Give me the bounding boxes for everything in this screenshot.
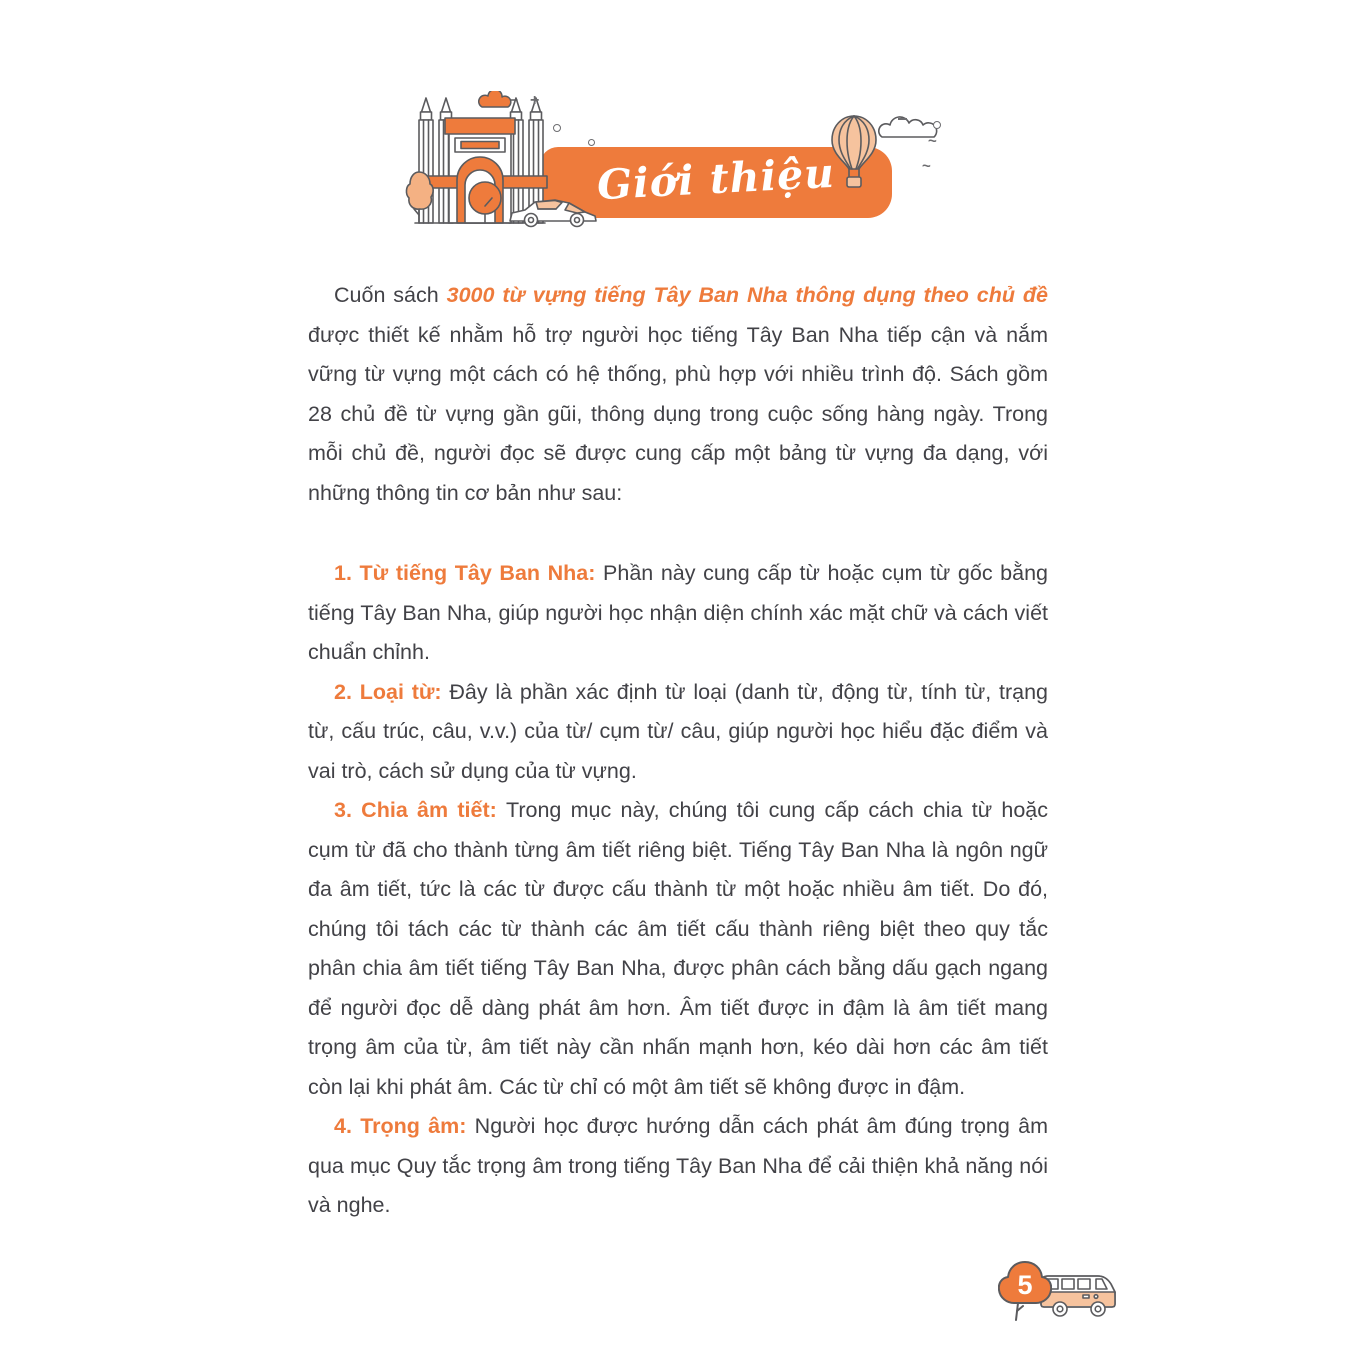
item-4-paragraph (308, 1107, 1048, 1226)
footer-art (998, 1258, 1123, 1324)
item-3-paragraph (308, 791, 1048, 1107)
page-number: 5 (1017, 1270, 1033, 1300)
accent-text-run: 3000 từ vựng tiếng Tây Ban Nha thông dụng theo chủ đề (446, 283, 1048, 307)
sparkle-tilde-icon: ~ (928, 133, 937, 150)
hot-air-balloon-icon (829, 114, 879, 190)
sparkle-plus-icon: + (530, 92, 540, 109)
sparkle-dot-icon (553, 124, 561, 132)
intro-paragraph (308, 276, 1048, 513)
text-run: Cuốn sách (334, 283, 447, 307)
sparkle-tilde-icon: ~ (922, 158, 931, 175)
small-cloud-icon (478, 91, 518, 111)
sparkle-dash-icon (898, 118, 907, 120)
accent-text-run: 1. Từ tiếng Tây Ban Nha: (334, 561, 604, 585)
text-run: Người học được hướng dẫn cách phát âm đúng trọng âm qua mục Quy tắc trọng âm trong tiếng Tây Ban Nha để cải thiện khả năng nói và nghe. (308, 1114, 1048, 1217)
item-2-paragraph (308, 673, 1048, 792)
car-icon (507, 185, 599, 229)
accent-text-run: 2. Loại từ: (334, 679, 450, 704)
text-run: được thiết kế nhằm hỗ trợ người học tiếng Tây Ban Nha tiếp cận và nắm vững từ vựng một cách có hệ thống, phù hợp với nhiều trình độ. Sách gồm 28 chủ đề từ vựng gần gũi, thông dụng trong cuộc sống hàng ngày. Trong mỗi chủ đề, người đọc sẽ được cung cấp một bảng từ vựng đa dạng, với những thông tin cơ bản như sau: (308, 322, 1048, 505)
sparkle-dot-icon (933, 121, 941, 129)
text-run: Trong mục này, chúng tôi cung cấp cách chia từ hoặc cụm từ đã cho thành từng âm tiết riêng biệt. Tiếng Tây Ban Nha là ngôn ngữ đa âm tiết, tức là các từ được cấu thành từ một hoặc nhiều âm tiết. Do đó, chúng tôi tách các từ thành các âm tiết cấu thành riêng biệt theo quy tắc phân chia âm tiết tiếng Tây Ban Nha, được phân cách bằng dấu gạch ngang để người đọc dễ dàng phát âm hơn. Âm tiết được in đậm là âm tiết mang trọng âm của từ, âm tiết này cần nhấn mạnh hơn, kéo dài hơn các âm tiết còn lại khi phát âm. Các từ chỉ có một âm tiết sẽ không được in đậm. (308, 798, 1048, 1099)
accent-text-run: 3. Chia âm tiết: (334, 798, 507, 822)
sparkle-dot-icon (588, 139, 595, 146)
text-run: Phần này cung cấp từ hoặc cụm từ gốc bằng tiếng Tây Ban Nha, giúp người học nhận diện chính xác mặt chữ và cách viết chuẩn chỉnh. (308, 561, 1049, 664)
accent-text-run: 4. Trọng âm: (334, 1114, 475, 1138)
item-1-paragraph (308, 554, 1048, 673)
section-title: Giới thiệu (595, 148, 837, 210)
body-text (308, 276, 1048, 1226)
text-run: Đây là phần xác định từ loại (danh từ, động từ, tính từ, trạng từ, cấu trúc, câu, v.v.) của từ/ cụm từ/ câu, giúp người học hiểu đặc điểm và vai trò, cách sử dụng của từ vựng. (308, 679, 1049, 783)
